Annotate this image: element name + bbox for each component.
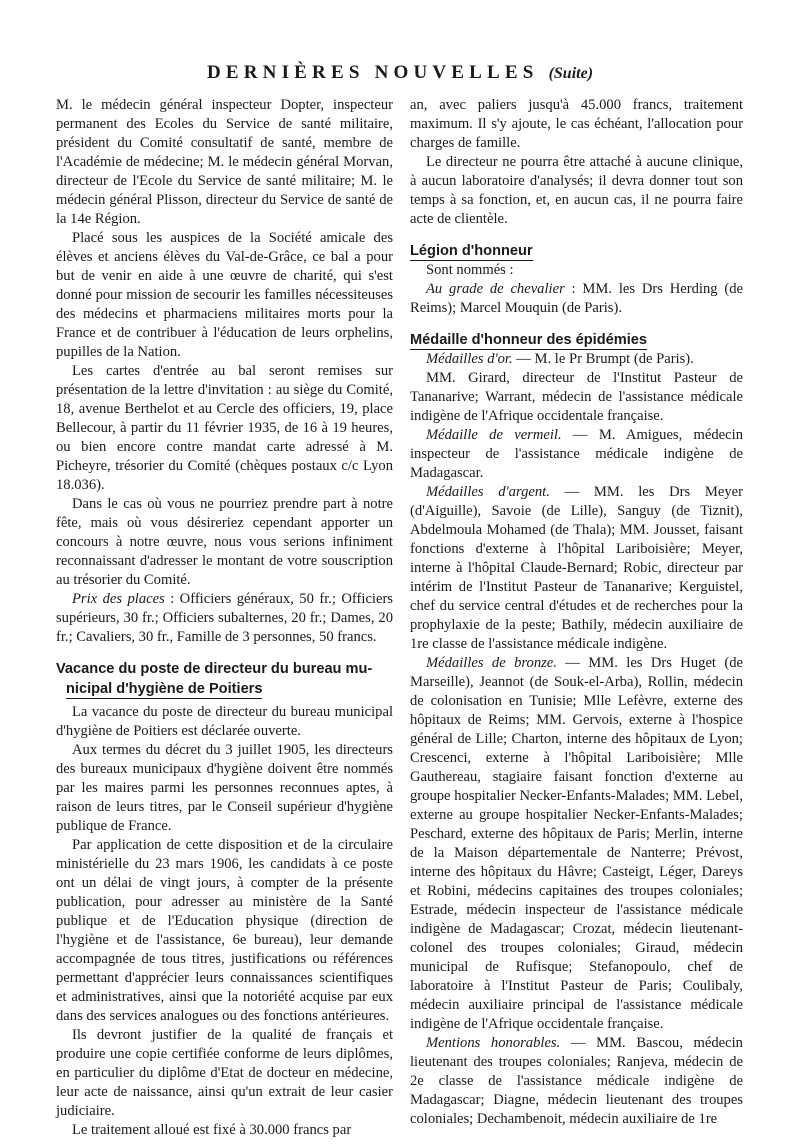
mentions-label: Mentions honorables. bbox=[426, 1035, 561, 1051]
section-heading-vacance bbox=[56, 659, 393, 699]
chevalier-label: Au grade de chevalier bbox=[426, 281, 565, 297]
paragraph: Placé sous les auspices de la Société amicale des élèves et anciens élèves du Val-de-Grâce, ce bal a pour but de venir en aide à une œuvre de charité, qui s'est donné pour mission de secourir les familles nécessiteuses des médecins et pharmaciens militaires morts pour la France et de contribuer à l'éducation de leurs orphelins, pupilles de la Nation. bbox=[56, 230, 393, 360]
paragraph: Dans le cas où vous ne pourriez prendre part à notre fête, mais où vous désireriez cependant apporter un concours à notre œuvre, nous vous serions infiniment reconnaissant d'adresser le montant de votre souscription au trésorier du Comité. bbox=[56, 496, 393, 588]
vermeil-label: Médaille de vermeil. bbox=[426, 427, 562, 443]
prices-label: Prix des places bbox=[72, 591, 165, 607]
or-text: — M. le Pr Brumpt (de Paris). bbox=[512, 351, 694, 367]
heading-line-2: nicipal d'hygiène de Poitiers bbox=[66, 681, 263, 697]
paragraph-argent bbox=[410, 483, 743, 654]
or-label: Médailles d'or. bbox=[426, 351, 513, 367]
paragraph-or bbox=[410, 350, 743, 369]
section-heading-legion: Légion d'honneur bbox=[410, 243, 533, 259]
paragraph: Le traitement alloué est fixé à 30.000 francs par bbox=[72, 1122, 352, 1138]
paragraph: La vacance du poste de directeur du bureau municipal d'hygiène de Poitiers est déclarée ouverte. bbox=[56, 704, 393, 739]
paragraph: Les cartes d'entrée au bal seront remises sur présentation de la lettre d'invitation : au siège du Comité, 18, avenue Berthelot et au Cercle des officiers, 19, place Bellecour, à partir du 11 février 1935, de 16 à 19 heures, ou bien encore contre mandat carte adressé à M. Picheyre, trésorier du Comité (chèques postaux c/c Lyon 18.036). bbox=[56, 363, 393, 493]
paragraph-chevalier bbox=[410, 280, 743, 318]
paragraph: Le directeur ne pourra être attaché à aucune clinique, à aucun laboratoire d'analysés; il devra donner tout son temps à sa fonction, et, en aucun cas, il ne pourra faire acte de clientèle. bbox=[410, 154, 743, 227]
argent-text: — MM. les Drs Meyer (d'Aiguille), Savoie (de Lille), Sanguy (de Tiznit), Abdelmoula Mohamed (de Thala); MM. Jousset, faisant fonctions d'externe à l'hôpital Lariboisière; Meyer, interne à l'hôpital Claude-Bernard; Robic, directeur par intérim de l'Institut Pasteur de Tananarive; Kerguistel, chef du service central d'études et de recherches pour la prophylaxie de la peste; Bathily, médecin auxiliaire de 1re classe de l'assistance médicale indigène. bbox=[410, 484, 743, 652]
paragraph: Aux termes du décret du 3 juillet 1905, les directeurs des bureaux municipaux d'hygiène doivent être nommés par les maires parmi les personnes reconnues aptes, à raison de leurs titres, par le Conseil supérieur d'hygiène publique de France. bbox=[56, 742, 393, 834]
heading-line-1: Vacance du poste de directeur du bureau mu- bbox=[56, 661, 373, 677]
section-heading-medaille: Médaille d'honneur des épidémies bbox=[410, 332, 648, 348]
right-column bbox=[410, 96, 743, 1129]
chevalier-text: : MM. les Drs Herding (de Reims); Marcel Mouquin (de Paris). bbox=[410, 281, 743, 316]
page-header bbox=[0, 62, 800, 84]
paragraph: MM. Girard, directeur de l'Institut Pasteur de Tananarive; Warrant, médecin de l'assistance médicale indigène de l'Afrique occidentale française. bbox=[410, 370, 743, 424]
paragraph: Ils devront justifier de la qualité de français et produire une copie certifiée conforme de leurs diplômes, en particulier du diplôme d'Etat de docteur en médecine, leur acte de naissance, ainsi qu'un extrait de leur casier judiciaire. bbox=[56, 1027, 393, 1119]
paragraph-bronze bbox=[410, 654, 743, 1034]
paragraph: Sont nommés : bbox=[426, 262, 514, 278]
bronze-text: — MM. les Drs Huget (de Marseille), Jeannot (de Souk-el-Arba), Rollin, médecin de colonisation en Tunisie; Mlle Lefèvre, externe des hôpitaux de Reims; MM. Gervois, externe à l'hospice général de Lille; Charton, interne des hôpitaux de Lyon; Crescenci, externe à l'hôpital Lariboisière; Mlle Gauthereau, stagiaire faisant fonction d'externe au groupe hospitalier Necker-Enfants-Malades; MM. Lebel, externe au groupe hospitalier Necker-Enfants-Malades; Peschard, externe des hôpitaux de Paris; Merlin, interne de la Maison départementale de Nanterre; Prévost, interne des hôpitaux du Hâvre; Casteigt, Léger, Dareys et Robini, médecins capitaines des troupes coloniales; Estrade, médecin inspecteur de l'assistance médicale indigène de Madagascar; Crozat, médecin lieutenant-colonel des troupes coloniales; Giraud, médecin municipal de Rufisque; Stefanopoulo, chef de laboratoire à l'Institut Pasteur de Paris; Coulibaly, médecin auxiliaire principal de l'assistance médicale indigène de l'Afrique occidentale française. bbox=[410, 655, 743, 1032]
argent-label: Médailles d'argent. bbox=[426, 484, 550, 500]
paragraph-vermeil bbox=[410, 426, 743, 483]
paragraph-prices bbox=[56, 590, 393, 647]
paragraph: Par application de cette disposition et de la circulaire ministérielle du 23 mars 1906, les candidats à ce poste ont un délai de vingt jours, à compter de la présente publication, pour adresser au ministère de la Santé publique et de l'Education physique (direction de l'hygiène et de l'assistance, 6e bureau), leur demande accompagnée de tous titres, justifications ou références permettant d'apprécier leurs connaissances scientifiques et administratives, ainsi que la notoriété acquise par eux dans des services analogues ou des fonctions antérieures. bbox=[56, 837, 393, 1024]
page-title: DERNIÈRES NOUVELLES bbox=[206, 62, 539, 83]
page-title-suite: (Suite) bbox=[548, 65, 594, 82]
paragraph: an, avec paliers jusqu'à 45.000 francs, traitement maximum. Il s'y ajoute, le cas échéant, l'allocation pour charges de famille. bbox=[410, 97, 743, 151]
bronze-label: Médailles de bronze. bbox=[426, 655, 557, 671]
mentions-text: — MM. Bascou, médecin lieutenant des troupes coloniales; Ranjeva, médecin de 2e classe de l'assistance médicale indigène de Madagascar; Diagne, médecin lieutenant des troupes coloniales; Dechambenoit, médecin auxiliaire de 1re bbox=[410, 1035, 743, 1127]
vermeil-text: — M. Amigues, médecin inspecteur de l'assistance médicale indigène de Madagascar. bbox=[410, 427, 743, 481]
left-column bbox=[56, 96, 393, 1140]
prices-text: : Officiers généraux, 50 fr.; Officiers supérieurs, 30 fr.; Officiers subalternes, 20 fr.; Dames, 20 fr.; Cavaliers, 30 fr., Famille de 3 personnes, 50 francs. bbox=[56, 591, 393, 645]
paragraph: M. le médecin général inspecteur Dopter, inspecteur permanent des Ecoles du Service de santé militaire, président du Comité consultatif de santé, membre de l'Académie de médecine; M. le médecin général Morvan, directeur de l'Ecole du Service de santé militaire; M. le médecin général Plisson, directeur du Service de santé de la 14e Région. bbox=[56, 97, 393, 227]
paragraph-mentions bbox=[410, 1034, 743, 1129]
